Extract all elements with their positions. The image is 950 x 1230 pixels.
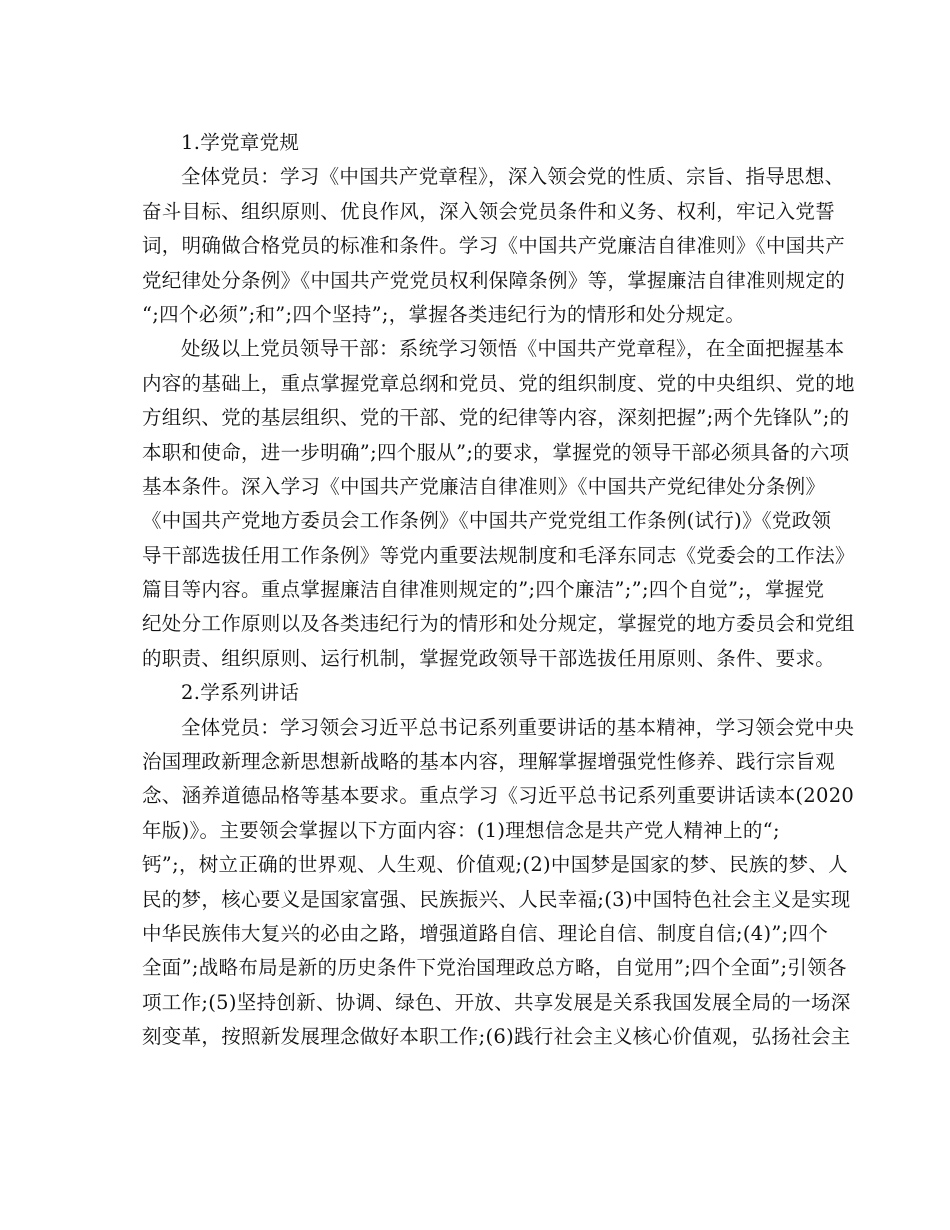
document-body [142,126,855,1055]
paragraph-line: 项工作;(5)坚持创新、协调、绿色、开放、共享发展是关系我国发展全局的一场深 [142,990,851,1014]
paragraph-line: 全体党员：学习领会习近平总书记系列重要讲话的基本精神，学习领会党中央 [181,715,855,739]
paragraph-line: 党纪律处分条例》《中国共产党党员权利保障条例》等，掌握廉洁自律准则规定的 [142,268,846,292]
section-heading-2: 2.学系列讲话 [181,681,300,705]
paragraph-line: 纪处分工作原则以及各类违纪行为的情形和处分规定，掌握党的地方委员会和党组 [142,612,855,636]
paragraph-line: 处级以上党员领导干部：系统学习领悟《中国共产党章程》，在全面把握基本 [181,337,845,361]
paragraph-line: 全体党员：学习《中国共产党章程》，深入领会党的性质、宗旨、指导思想、 [181,165,845,189]
paragraph-line: 本职和使命，进一步明确”;四个服从”;的要求，掌握党的领导干部必须具备的六项 [142,440,850,464]
paragraph-line: 治国理政新理念新思想新战略的基本内容，理解掌握增强党性修养、践行宗旨观 [142,750,836,774]
paragraph-line: 的职责、组织原则、运行机制，掌握党政领导干部选拔任用原则、条件、要求。 [142,646,836,670]
paragraph-line: 奋斗目标、组织原则、优良作风，深入领会党员条件和义务、权利，牢记入党誓 [142,199,836,223]
paragraph-line: 年版)》。主要领会掌握以下方面内容：(1)理想信念是共产党人精神上的“; [142,818,780,842]
paragraph-line: 词，明确做合格党员的标准和条件。学习《中国共产党廉洁自律准则》《中国共产 [142,234,846,258]
paragraph-line: 念、涵养道德品格等基本要求。重点学习《习近平总书记系列重要讲话读本(2020 [142,784,855,808]
paragraph-line: 刻变革，按照新发展理念做好本职工作;(6)践行社会主义核心价值观，弘扬社会主 [142,1025,851,1049]
paragraph-line: 民的梦，核心要义是国家富强、民族振兴、人民幸福;(3)中国特色社会主义是实现 [142,887,851,911]
paragraph-line: 钙”;，树立正确的世界观、人生观、价值观;(2)中国梦是国家的梦、民族的梦、人 [142,853,848,877]
paragraph-line: 篇目等内容。重点掌握廉洁自律准则规定的”;四个廉洁”;”;四个自觉”;，掌握党 [142,578,825,602]
paragraph-line: 导干部选拔任用工作条例》等党内重要法规制度和毛泽东同志《党委会的工作法》 [142,543,855,567]
section-heading-1: 1.学党章党规 [181,131,300,154]
paragraph-line: 方组织、党的基层组织、党的干部、党的纪律等内容，深刻把握”;两个先锋队”;的 [142,406,850,430]
paragraph-line: 内容的基础上，重点掌握党章总纲和党员、党的组织制度、党的中央组织、党的地 [142,371,855,395]
paragraph-line: 全面”;战略布局是新的历史条件下党治国理政总方略，自觉用”;四个全面”;引领各 [142,956,847,980]
paragraph-line: 《中国共产党地方委员会工作条例》《中国共产党党组工作条例(试行)》《党政领 [142,509,832,533]
paragraph-line: “;四个必须”;和”;四个坚持”;，掌握各类违纪行为的情形和处分规定。 [142,302,746,326]
paragraph-line: 中华民族伟大复兴的必由之路，增强道路自信、理论自信、制度自信;(4)”;四个 [142,921,829,945]
paragraph-line: 基本条件。深入学习《中国共产党廉洁自律准则》《中国共产党纪律处分条例》 [142,474,826,498]
